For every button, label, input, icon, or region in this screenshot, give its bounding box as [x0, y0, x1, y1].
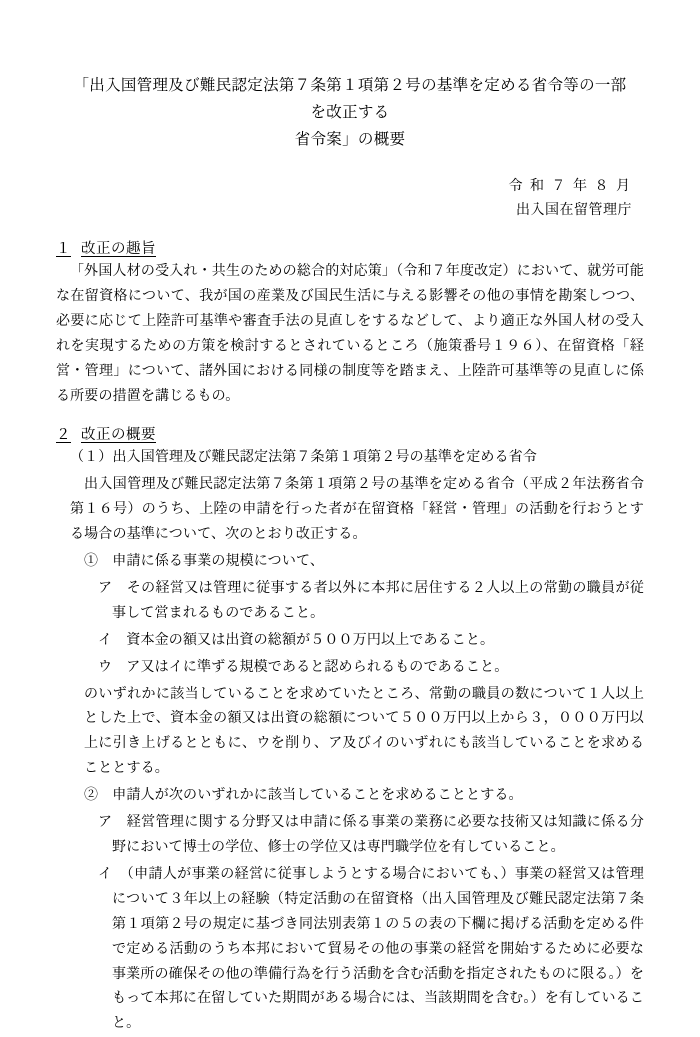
page-title [66, 72, 634, 153]
section-2-sub-2: ② 申請人が次のいずれかに該当していることを求めることとする。 [84, 788, 523, 804]
document-meta [56, 175, 644, 223]
section-2-item-1-intro: 出入国管理及び難民認定法第７条第１項第２号の基準を定める省令（平成２年法務省令第１６号）のうち、上陸の申請を行った者が在留資格「経営・管理」の活動を行おうとする場合の基準について、次のとおり改正する。 [70, 477, 644, 543]
document-agency: 出入国在留管理庁 [516, 203, 632, 219]
section-2-sub-1-a: ア その経営又は管理に従事する者以外に本邦に居住する２人以上の常勤の職員が従事して営まれるものであること。 [98, 580, 644, 621]
section-2-sub-2-b: イ （申請人が事業の経営に従事しようとする場合においても、）事業の経営又は管理について３年以上の経験（特定活動の在留資格（出入国管理及び難民認定法第７条第１項第２号の規定に基づき同法別表第１の５の表の下欄に掲げる活動を定める件で定める活動のうち本邦において貿易その他の事業の経営を開始するために必要な事業所の確保その他の準備行為を行う活動を含む活動を指定されたものに限る。）をもって本邦に在留していた期間がある場合には、当該期間を含む。）を有していること。 [98, 866, 644, 1032]
section-1-body: 「外国人材の受入れ・共生のための総合的対応策」（令和７年度改定）において、就労可能な在留資格について、我が国の産業及び国民生活に与える影響その他の事情を勘案しつつ、必要に応じて上陸許可基準や審査手法の見直しをするなどして、より適正な外国人材の受入れを実現するための方策を検討するとされているところ（施策番号１９６）、在留資格「経営・管理」について、諸外国における同様の制度等を踏まえ、上陸許可基準等の見直しに係る所要の措置を講じるもの。 [56, 263, 644, 404]
section-1-number: １ [56, 240, 71, 257]
page-title-line-1: 「出入国管理及び難民認定法第７条第１項第２号の基準を定める省令等の一部を改正する [73, 77, 627, 122]
section-1-title: 改正の趣旨 [81, 240, 156, 257]
section-2-title: 改正の概要 [81, 427, 156, 444]
section-2-item-1-label: （１）出入国管理及び難民認定法第７条第１項第２号の基準を定める省令 [70, 450, 537, 466]
page-title-line-2: 省令案」の概要 [294, 131, 406, 149]
section-1-heading [56, 237, 644, 258]
section-2-number: ２ [56, 427, 71, 444]
section-2-heading [56, 423, 644, 444]
section-2-sub-2-a: ア 経営管理に関する分野又は申請に係る事業の業務に必要な技術又は知識に係る分野において博士の学位、修士の学位又は専門職学位を有していること。 [98, 815, 644, 855]
document-date: 令 和 ７ 年 ８ 月 [508, 179, 632, 195]
section-2-sub-1-c: ウ ア又はイに準ずる規模であると認められるものであること。 [98, 659, 509, 675]
section-2-sub-1-close: のいずれかに該当していることを求めていたところ、常勤の職員の数について１人以上とした上で、資本金の額又は出資の総額について５００万円以上から３，０００万円以上に引き上げるとともに、ウを削り、ア及びイのいずれにも該当していることを求めることとする。 [84, 686, 644, 777]
section-2-sub-1-b: イ 資本金の額又は出資の総額が５００万円以上であること。 [98, 632, 495, 648]
section-2-sub-1: ① 申請に係る事業の規模について、 [84, 554, 324, 570]
